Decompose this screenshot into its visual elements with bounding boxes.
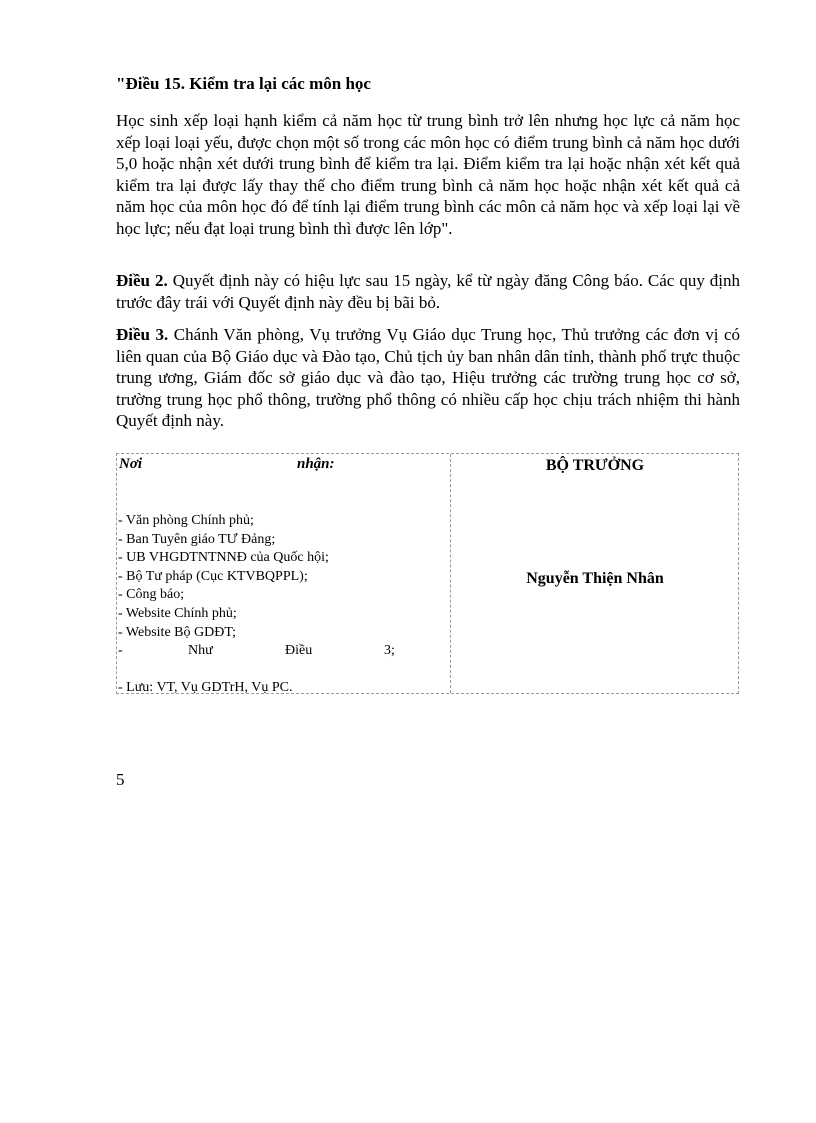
recipient-item-archive: - Lưu: VT, Vụ GDTrH, Vụ PC. <box>118 679 293 695</box>
page-number: 5 <box>116 770 125 789</box>
recipient-item-nhu-dieu-3 <box>118 642 443 661</box>
article-2-paragraph <box>116 270 740 313</box>
article-3-label: Điều 3. <box>116 325 169 344</box>
article-3-paragraph <box>116 324 740 432</box>
minister-title: BỘ TRƯỞNG <box>545 457 645 474</box>
recipient-dash: - <box>118 643 123 659</box>
recipient-item: - UB VHGDTNTNNĐ của Quốc hội; <box>118 550 329 566</box>
minister-name: Nguyễn Thiện Nhân <box>526 570 664 587</box>
article-2-label: Điều 2. <box>116 271 168 290</box>
recipient-item: - Văn phòng Chính phủ; <box>118 513 254 528</box>
recipient-item: - Bộ Tư pháp (Cục KTVBQPPL); <box>118 568 308 584</box>
recipient-item: - Website Bộ GDĐT; <box>118 624 236 640</box>
recipient-word-nhu: Như <box>188 643 213 659</box>
article-2-body: Quyết định này có hiệu lực sau 15 ngày, kể từ ngày đăng Công báo. Các quy định trước đây trái với Quyết định này đều bị bãi bỏ. <box>116 271 741 312</box>
recipient-word-3: 3; <box>384 643 395 659</box>
recipients-list <box>118 512 443 697</box>
article-15-heading: "Điều 15. Kiểm tra lại các môn học <box>116 74 371 93</box>
article-15-body: Học sinh xếp loại hạnh kiểm cả năm học từ trung bình trở lên nhưng học lực cả năm học xếp loại loại yếu, được chọn một số trong các môn học có điểm trung bình cả năm học dưới 5,0 hoặc nhận xét dưới trung bình để kiểm tra lại. Điểm kiểm tra lại hoặc nhận xét kết quả kiểm tra lại được lấy thay thế cho điểm trung bình cả năm học hoặc nhận xét kết quả cả năm học của môn học đó để tính lại điểm trung bình các môn cả năm học và xếp loại lại về học lực; nếu đạt loại trung bình thì được lên lớp". <box>116 111 740 238</box>
recipients-label-word-1: Nơi <box>119 456 143 472</box>
recipients-label <box>119 456 339 473</box>
article-3-body: Chánh Văn phòng, Vụ trưởng Vụ Giáo dục Trung học, Thủ trưởng các đơn vị có liên quan của Bộ Giáo dục và Đào tạo, Chủ tịch ủy ban nhân dân tỉnh, thành phố trực thuộc trung ương, Giám đốc sở giáo dục và đào tạo, Hiệu trưởng các trường trung học cơ sở, trường trung học phổ thông, trường phổ thông có nhiều cấp học chịu trách nhiệm thi hành Quyết định này. <box>116 325 741 430</box>
recipients-label-word-2: nhận: <box>297 456 335 472</box>
recipient-item: - Ban Tuyên giáo TƯ Đảng; <box>118 531 276 547</box>
recipient-word-dieu: Điều <box>285 643 313 659</box>
recipient-item: - Công báo; <box>118 587 185 603</box>
signature-table <box>116 453 739 694</box>
recipient-item: - Website Chính phủ; <box>118 605 237 621</box>
